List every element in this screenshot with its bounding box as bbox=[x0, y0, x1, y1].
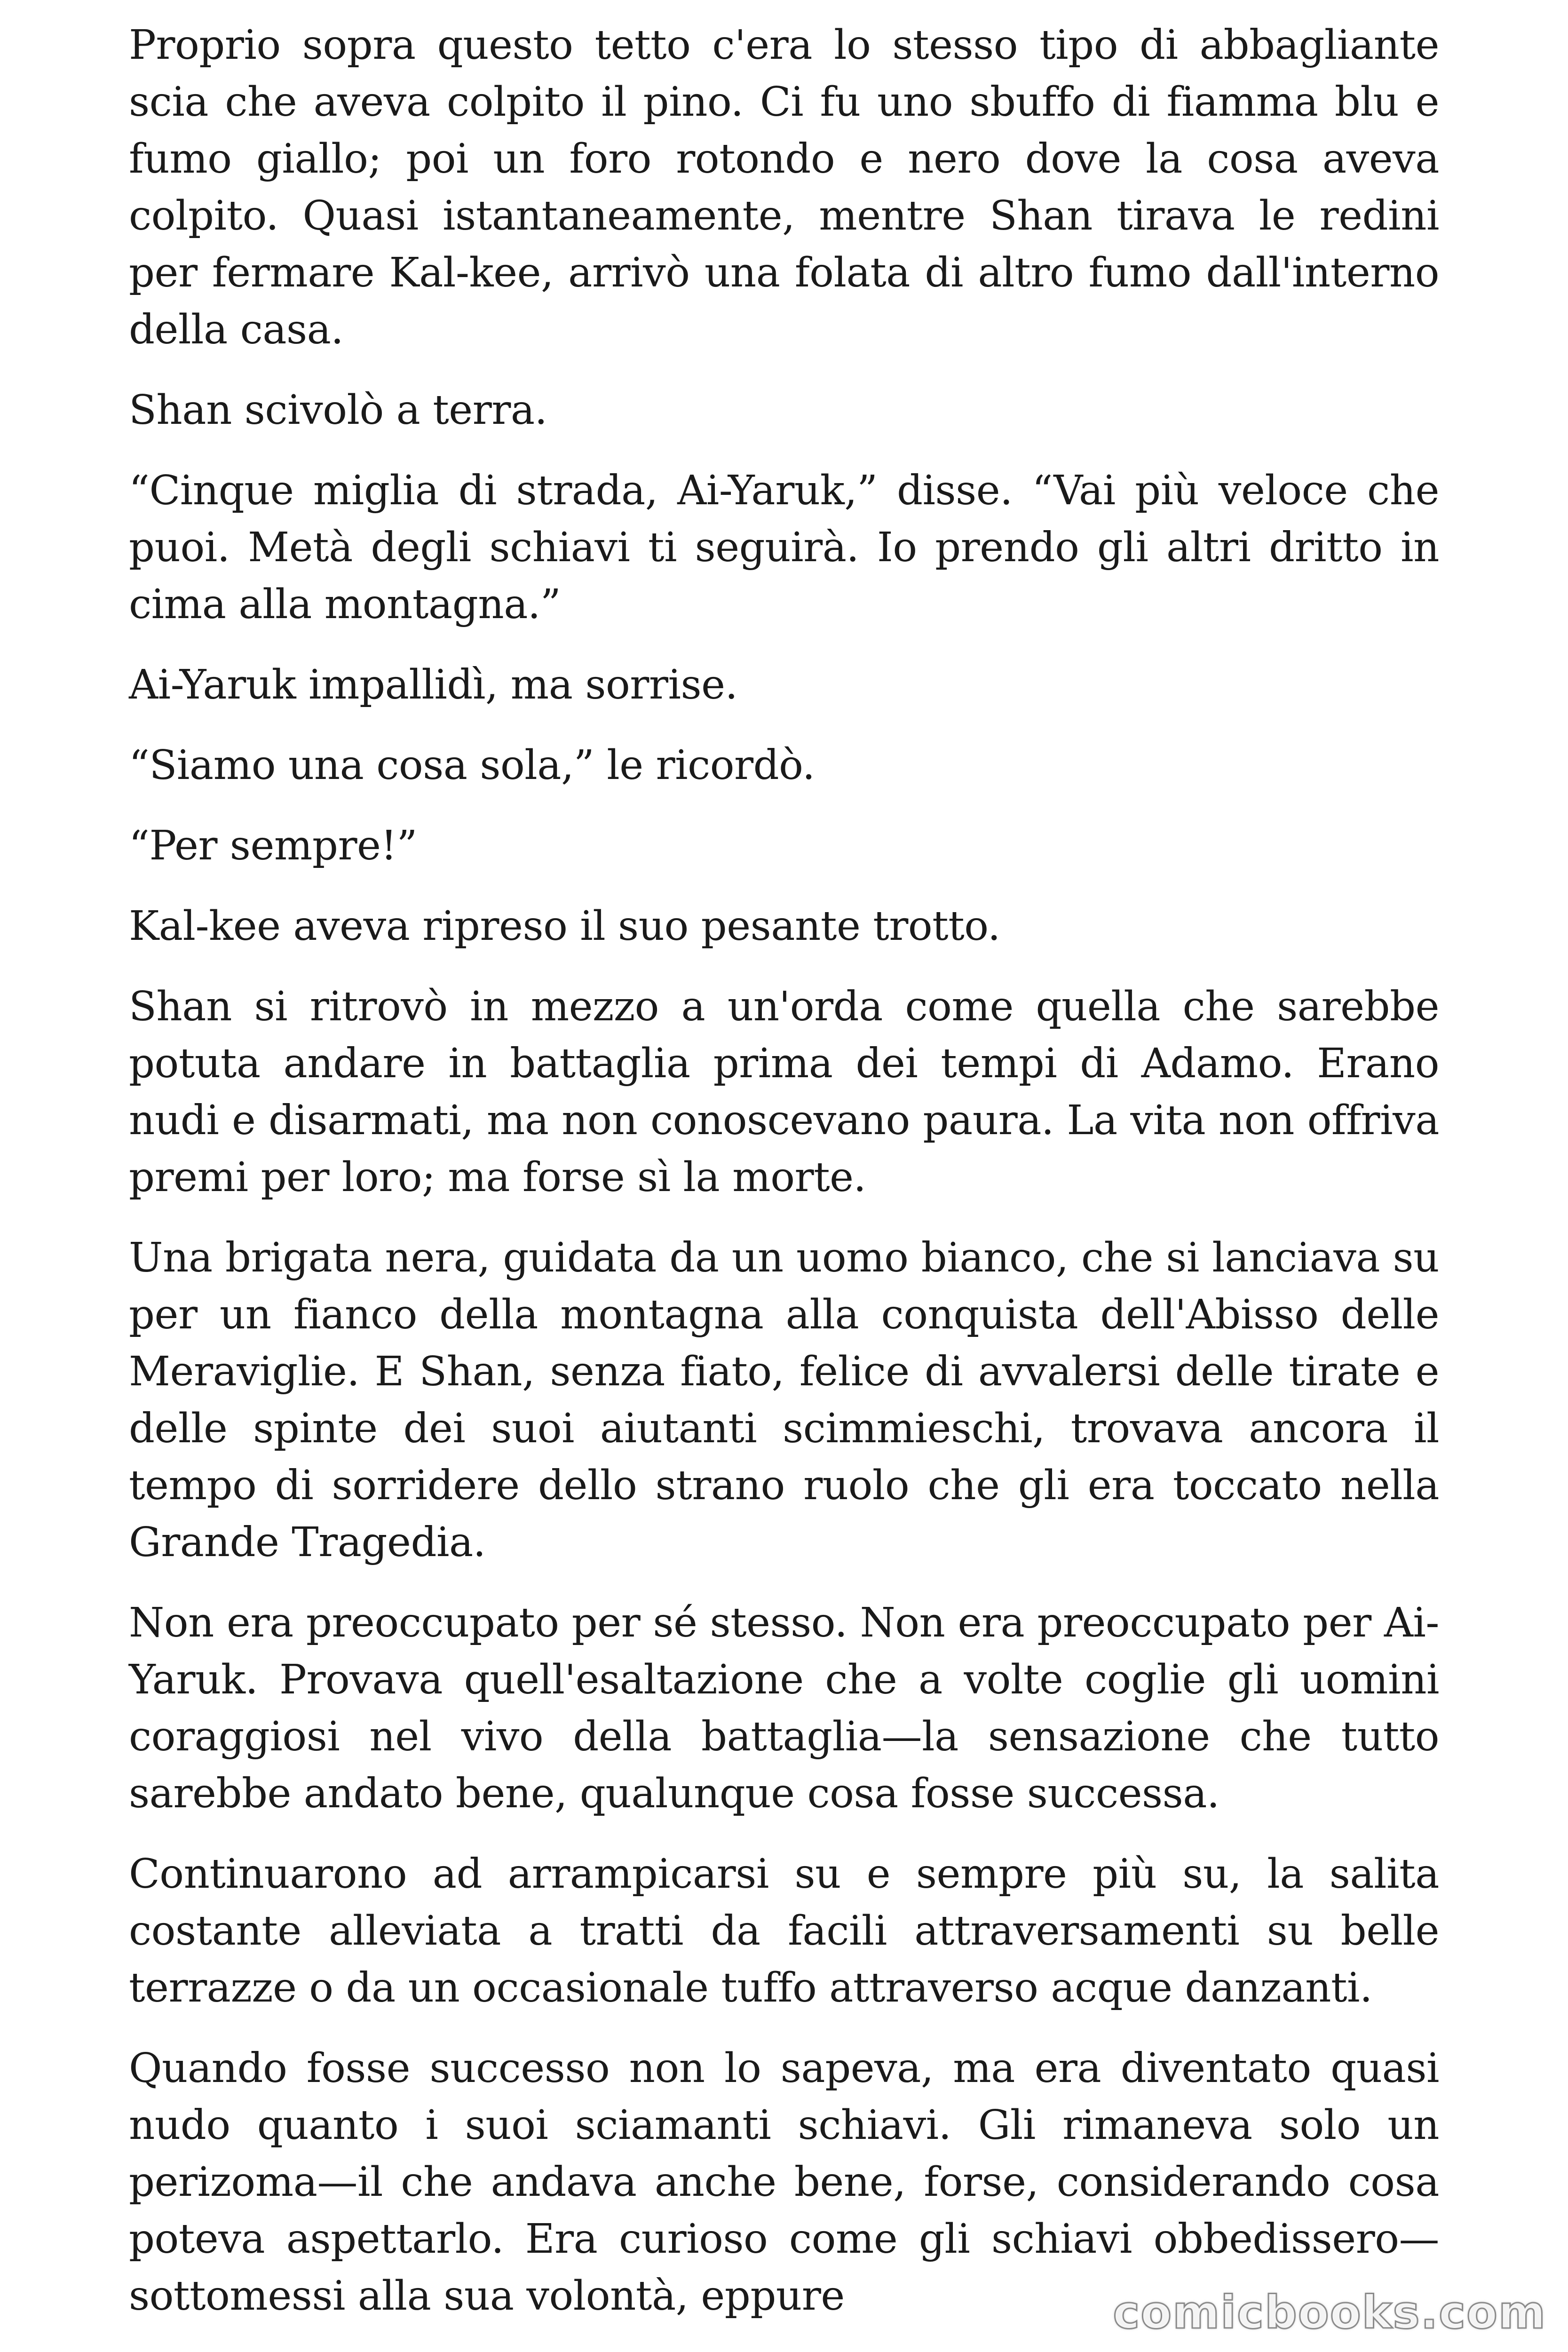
paragraph: Shan si ritrovò in mezzo a un'orda come quella che sarebbe potuta andare in battaglia prima dei tempi di Adamo. Erano nudi e disarmati, ma non conoscevano paura. La vita non offriva premi per loro; ma forse sì la morte. bbox=[129, 983, 1439, 1201]
paragraph: Proprio sopra questo tetto c'era lo stesso tipo di abbagliante scia che aveva colpito il pino. Ci fu uno sbuffo di fiamma blu e fumo giallo; poi un foro rotondo e nero dove la cosa aveva colpito. Quasi istantaneamente, mentre Shan tirava le redini per fermare Kal-kee, arrivò una folata di altro fumo dall'interno della casa. bbox=[129, 22, 1439, 353]
paragraph: “Siamo una cosa sola,” le ricordò. bbox=[129, 742, 815, 789]
text-column bbox=[129, 17, 1439, 2348]
paragraph: Continuarono ad arrampicarsi su e sempre più su, la salita costante alleviata a tratti da facili attraversamenti su belle terrazze o da un occasionale tuffo attraverso acque danzanti. bbox=[129, 1851, 1439, 2011]
paragraph: Shan scivolò a terra. bbox=[129, 387, 547, 434]
paragraph: Quando fosse successo non lo sapeva, ma era diventato quasi nudo quanto i suoi sciamanti schiavi. Gli rimaneva solo un perizoma—il che andava anche bene, forse, considerando cosa poteva aspettarlo. Era curioso come gli schiavi obbedissero—sottomessi alla sua volontà, eppure bbox=[129, 2045, 1439, 2320]
paragraph: “Cinque miglia di strada, Ai-Yaruk,” disse. “Vai più veloce che puoi. Metà degli schiavi ti seguirà. Io prendo gli altri dritto in cima alla montagna.” bbox=[129, 467, 1439, 628]
paragraph: Ai-Yaruk impallidì, ma sorrise. bbox=[129, 661, 738, 708]
paragraph: Non era preoccupato per sé stesso. Non era preoccupato per Ai-Yaruk. Provava quell'esaltazione che a volte coglie gli uomini coraggiosi nel vivo della battaglia—la sensazione che tutto sarebbe andato bene, qualunque cosa fosse successa. bbox=[129, 1599, 1439, 1817]
paragraph: Kal-kee aveva ripreso il suo pesante trotto. bbox=[129, 903, 1000, 950]
paragraph: “Per sempre!” bbox=[129, 822, 417, 869]
watermark: comicbooks.com bbox=[1113, 2286, 1546, 2339]
paragraph: Una brigata nera, guidata da un uomo bianco, che si lanciava su per un fianco della montagna alla conquista dell'Abisso delle Meraviglie. E Shan, senza fiato, felice di avvalersi delle tirate e delle spinte dei suoi aiutanti scimmieschi, trovava ancora il tempo di sorridere dello strano ruolo che gli era toccato nella Grande Tragedia. bbox=[129, 1234, 1439, 1566]
